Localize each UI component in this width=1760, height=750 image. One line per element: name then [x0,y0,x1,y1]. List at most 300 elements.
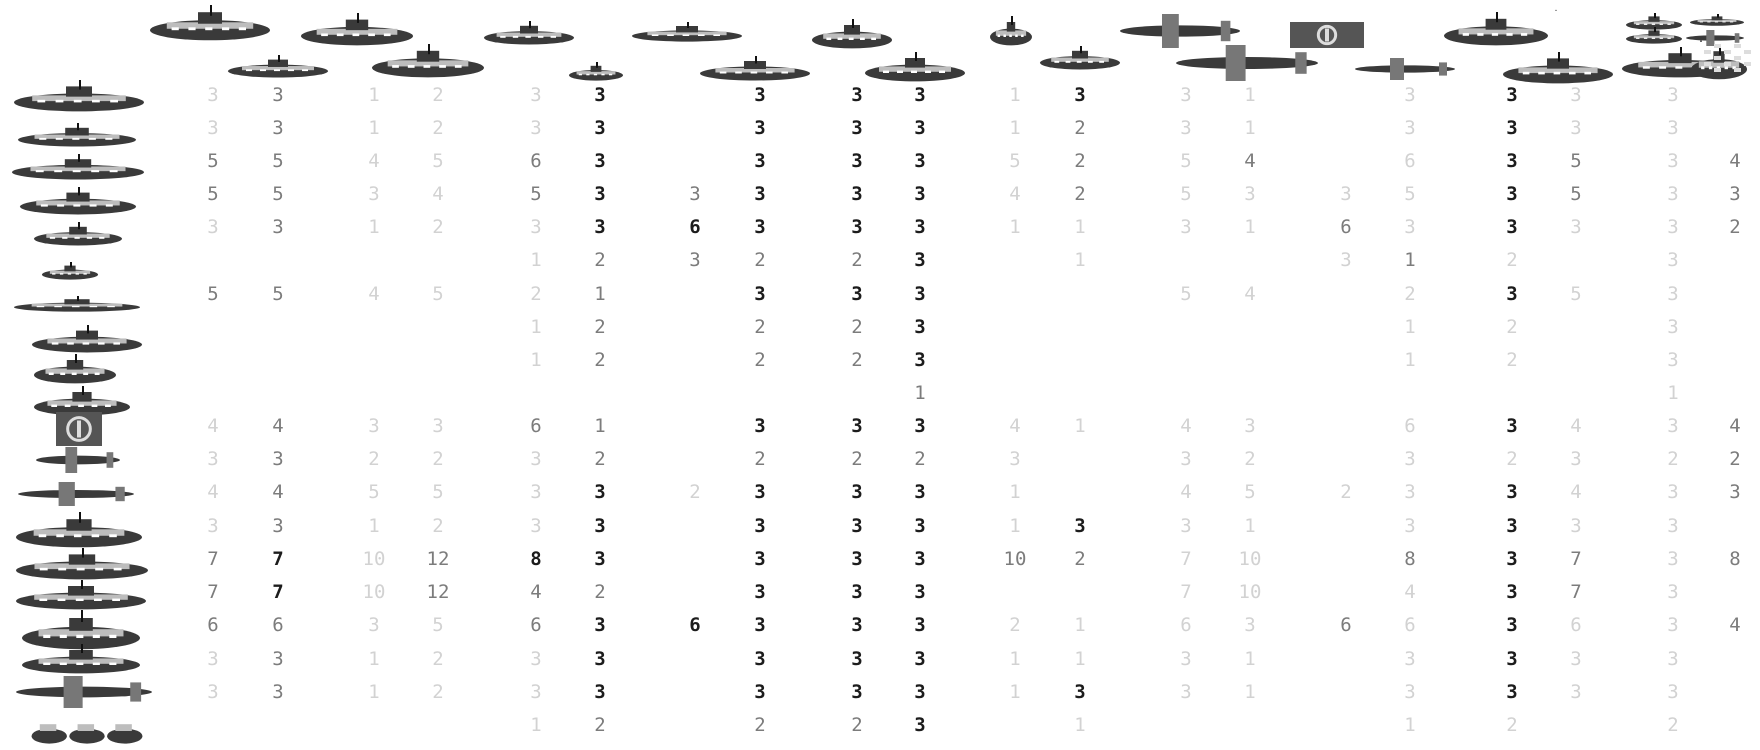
bomber-squadron-icon [1176,45,1318,81]
value-cell: 3 [1404,648,1416,670]
battleship-icon [12,154,144,179]
light-cruiser-icon [228,55,328,78]
value-cell: 10 [362,581,386,603]
value-cell: 6 [1570,614,1582,636]
value-cell: 6 [1180,614,1192,636]
value-cell: 3 [1570,681,1582,703]
value-cell: 3 [594,216,606,238]
transport-icon [32,325,142,352]
value-cell: 2 [851,714,863,736]
value-cell: 3 [1667,681,1679,703]
value-cell: 3 [1667,183,1679,205]
patrol-boat-icon [42,262,98,280]
value-cell: 1 [1244,648,1256,670]
heavy-cruiser-icon [812,19,892,48]
value-cell: 7 [1180,548,1192,570]
value-cell: 3 [594,150,606,172]
value-cell: 2 [1506,316,1518,338]
value-cell: 2 [1404,283,1416,305]
escort-ship-icon [1503,52,1613,83]
value-cell: 3 [594,548,606,570]
value-cell: 1 [1244,84,1256,106]
value-cell: 5 [1180,283,1192,305]
value-cell: 3 [1667,481,1679,503]
escort-group-icon [16,580,146,609]
value-cell: 2 [594,349,606,371]
value-cell: 3 [1506,183,1518,205]
value-cell: 3 [914,548,926,570]
value-cell: 3 [851,283,863,305]
value-cell: 3 [1404,681,1416,703]
seaplane-tender-icon [1686,30,1744,46]
value-cell: 3 [1667,415,1679,437]
seaplane-tender-icon [16,676,152,708]
value-cell: 3 [1667,614,1679,636]
value-cell: 3 [272,117,284,139]
value-cell: 4 [1180,415,1192,437]
value-cell: 1 [1404,714,1416,736]
value-cell: 3 [1667,515,1679,537]
value-cell: 2 [432,648,444,670]
value-cell: 5 [530,183,542,205]
value-cell: 4 [1729,614,1741,636]
supply-ship-icon [22,644,140,673]
value-cell: 3 [1667,249,1679,271]
value-cell: 3 [1180,681,1192,703]
value-cell: 3 [914,216,926,238]
value-cell: 5 [432,614,444,636]
value-cell: 1 [368,216,380,238]
value-cell: 5 [1009,150,1021,172]
value-cell: 3 [1667,581,1679,603]
value-cell: 3 [594,614,606,636]
coastal-defense-ship-icon [1691,44,1747,79]
value-cell: 3 [1180,84,1192,106]
value-cell: 3 [207,681,219,703]
value-cell: 3 [594,515,606,537]
value-cell: 5 [1570,183,1582,205]
value-cell: 1 [530,349,542,371]
value-cell: 1 [1009,681,1021,703]
fighter-squadron-icon [1120,14,1240,48]
value-cell: 3 [594,481,606,503]
value-cell: 3 [1506,415,1518,437]
value-cell: 7 [1180,581,1192,603]
value-cell: 3 [1009,448,1021,470]
value-cell: 1 [1009,481,1021,503]
value-cell: 3 [1667,316,1679,338]
value-cell: 3 [1506,648,1518,670]
value-cell: 3 [1404,117,1416,139]
value-cell: 1 [1244,216,1256,238]
gunboat-icon [569,62,623,81]
value-cell: 3 [530,681,542,703]
value-cell: 3 [1074,515,1086,537]
value-cell: 4 [1180,481,1192,503]
value-cell: 1 [368,648,380,670]
value-cell: 3 [914,84,926,106]
value-cell: 3 [1570,648,1582,670]
value-cell: 3 [272,448,284,470]
value-cell: 6 [1340,216,1352,238]
value-cell: 3 [754,548,766,570]
value-cell: 5 [272,283,284,305]
value-cell: 3 [207,515,219,537]
value-cell: 2 [754,316,766,338]
value-cell: 2 [594,714,606,736]
value-cell: 3 [1244,183,1256,205]
value-cell: 4 [368,283,380,305]
value-cell: 4 [530,581,542,603]
value-cell: 4 [272,415,284,437]
value-cell: 5 [207,150,219,172]
value-cell: 1 [368,515,380,537]
value-cell: 3 [1506,515,1518,537]
landing-ship-icon [865,52,965,81]
value-cell: 3 [1570,448,1582,470]
value-cell: 6 [207,614,219,636]
value-cell: 2 [432,117,444,139]
minelayer-icon [22,610,140,649]
value-cell: 2 [851,448,863,470]
value-cell: 3 [914,515,926,537]
value-cell: 3 [594,648,606,670]
value-cell: 3 [272,84,284,106]
flying-boat-icon [1355,58,1455,80]
value-cell: 5 [432,481,444,503]
submarine-icon [700,56,810,81]
value-cell: 1 [1074,614,1086,636]
value-cell: 1 [594,283,606,305]
value-cell: 3 [851,681,863,703]
value-cell: 3 [1506,481,1518,503]
value-cell: 3 [594,117,606,139]
value-cell: 2 [432,216,444,238]
value-cell: 3 [914,648,926,670]
value-cell: 5 [1404,183,1416,205]
value-cell: 7 [272,548,284,570]
value-cell: 7 [272,581,284,603]
value-cell: 3 [851,481,863,503]
value-cell: 3 [1570,515,1582,537]
value-cell: 3 [754,183,766,205]
value-cell: 3 [530,481,542,503]
value-cell: 10 [1238,581,1262,603]
convoy-group-icon [1555,10,1557,11]
value-cell: 5 [207,183,219,205]
value-cell: 3 [1570,216,1582,238]
value-cell: 5 [207,283,219,305]
value-cell: 3 [914,415,926,437]
value-cell: 3 [851,183,863,205]
value-cell: 8 [1404,548,1416,570]
value-cell: 6 [1404,614,1416,636]
value-cell: 3 [851,614,863,636]
value-cell: 6 [530,614,542,636]
super-battleship-icon [16,548,148,579]
value-cell: 5 [272,150,284,172]
value-cell: 5 [432,150,444,172]
value-cell: 2 [851,316,863,338]
value-cell: 3 [1506,283,1518,305]
value-cell: 1 [1074,714,1086,736]
value-cell: 3 [1506,548,1518,570]
value-cell: 3 [1180,648,1192,670]
value-cell: 3 [851,415,863,437]
value-cell: 3 [1244,614,1256,636]
value-cell: 3 [851,150,863,172]
value-cell: 3 [914,316,926,338]
value-cell: 3 [754,84,766,106]
value-cell: 3 [272,515,284,537]
battlecruiser-icon [632,22,742,42]
value-cell: 1 [1009,648,1021,670]
value-cell: 8 [530,548,542,570]
value-cell: 6 [689,614,701,636]
value-cell: 2 [1506,714,1518,736]
value-cell: 3 [914,614,926,636]
value-cell: 3 [851,648,863,670]
value-cell: 3 [1667,283,1679,305]
value-cell: 3 [851,548,863,570]
value-cell: 3 [272,681,284,703]
armored-cruiser-icon [1444,12,1548,45]
value-cell: 3 [851,84,863,106]
value-cell: 4 [1729,415,1741,437]
value-cell: 4 [1244,283,1256,305]
value-cell: 3 [1180,448,1192,470]
value-cell: 3 [754,415,766,437]
value-cell: 3 [1667,349,1679,371]
value-cell: 3 [754,648,766,670]
value-cell: 2 [754,349,766,371]
value-cell: 3 [754,681,766,703]
value-cell: 2 [432,448,444,470]
value-cell: 3 [1404,448,1416,470]
transport-icon [990,16,1032,45]
value-cell: 3 [914,117,926,139]
value-cell: 5 [432,283,444,305]
value-cell: 6 [530,415,542,437]
value-cell: 2 [432,84,444,106]
value-cell: 1 [530,714,542,736]
value-cell: 1 [914,382,926,404]
value-cell: 2 [689,481,701,503]
value-cell: 5 [1180,150,1192,172]
value-cell: 3 [1074,84,1086,106]
value-cell: 4 [1729,150,1741,172]
value-cell: 3 [207,448,219,470]
value-cell: 3 [530,515,542,537]
value-cell: 3 [272,216,284,238]
aircraft-carrier-icon [14,80,144,111]
minelayer-icon [1040,46,1120,70]
value-cell: 3 [368,183,380,205]
value-cell: 1 [1009,216,1021,238]
value-cell: 1 [1074,415,1086,437]
value-cell: 3 [914,349,926,371]
monitor-icon [1690,14,1744,26]
value-cell: 3 [754,117,766,139]
value-cell: 2 [594,448,606,470]
value-cell: 3 [432,415,444,437]
value-cell: 2 [368,448,380,470]
value-cell: 3 [368,614,380,636]
value-cell: 3 [207,648,219,670]
value-cell: 3 [1244,415,1256,437]
value-cell: 2 [851,249,863,271]
value-cell: 2 [432,681,444,703]
value-cell: 3 [1506,681,1518,703]
value-cell: 3 [1667,150,1679,172]
value-cell: 5 [368,481,380,503]
value-cell: 2 [1506,249,1518,271]
value-cell: 4 [1009,183,1021,205]
value-cell: 5 [1570,283,1582,305]
value-cell: 3 [1729,183,1741,205]
submarine-icon [14,296,140,312]
landing-ship-icon [34,386,130,415]
cruiser-icon [34,222,122,246]
value-cell: 3 [914,714,926,736]
value-cell: 2 [1009,614,1021,636]
value-cell: 3 [530,84,542,106]
value-cell: 3 [1506,117,1518,139]
value-cell: 1 [1244,515,1256,537]
value-cell: 3 [851,117,863,139]
value-cell: 3 [1506,581,1518,603]
value-cell: 3 [1340,183,1352,205]
value-cell: 3 [1180,216,1192,238]
value-cell: 1 [368,84,380,106]
value-cell: 7 [1570,548,1582,570]
value-cell: 3 [530,648,542,670]
value-cell: 4 [1570,481,1582,503]
value-cell: 8 [1729,548,1741,570]
aircraft-carrier-icon [150,5,270,40]
value-cell: 3 [1074,681,1086,703]
value-cell: 4 [1009,415,1021,437]
value-cell: 6 [1340,614,1352,636]
value-cell: 12 [426,581,450,603]
value-cell: 7 [207,548,219,570]
convoy-group-icon [32,724,143,743]
value-cell: 1 [594,415,606,437]
value-cell: 3 [914,681,926,703]
value-cell: 10 [362,548,386,570]
value-cell: 4 [207,481,219,503]
value-cell: 3 [1340,249,1352,271]
value-cell: 2 [754,714,766,736]
value-cell: 4 [1404,581,1416,603]
value-cell: 4 [368,150,380,172]
value-cell: 3 [1667,84,1679,106]
value-cell: 1 [1404,249,1416,271]
value-cell: 1 [1244,681,1256,703]
headquarters-badge-icon [1290,22,1364,48]
escort-carrier-icon [301,13,413,45]
value-cell: 2 [1074,150,1086,172]
headquarters-badge-icon [56,412,102,446]
value-cell: 3 [1506,614,1518,636]
value-cell: 2 [1074,183,1086,205]
value-cell: 3 [530,117,542,139]
value-cell: 2 [754,249,766,271]
value-cell: 1 [1009,84,1021,106]
value-cell: 2 [1667,448,1679,470]
value-cell: 3 [754,614,766,636]
value-cell: 3 [1506,150,1518,172]
value-cell: 3 [754,150,766,172]
value-cell: 3 [1404,481,1416,503]
value-cell: 3 [914,183,926,205]
value-cell: 2 [1729,448,1741,470]
value-cell: 3 [1506,84,1518,106]
value-cell: 4 [272,481,284,503]
value-cell: 2 [594,316,606,338]
value-cell: 3 [689,249,701,271]
value-cell: 1 [530,249,542,271]
value-cell: 6 [530,150,542,172]
value-cell: 1 [1244,117,1256,139]
value-cell: 1 [530,316,542,338]
value-cell: 1 [368,117,380,139]
value-cell: 3 [1667,117,1679,139]
value-cell: 3 [914,150,926,172]
value-cell: 4 [1244,150,1256,172]
value-cell: 2 [594,249,606,271]
value-cell: 3 [851,581,863,603]
value-cell: 1 [1404,349,1416,371]
value-cell: 3 [594,84,606,106]
value-cell: 12 [426,548,450,570]
value-cell: 3 [851,216,863,238]
fighter-plane-icon [36,447,120,473]
value-cell: 2 [432,515,444,537]
destroyer-icon [34,354,116,383]
value-cell: 3 [594,183,606,205]
value-cell: 2 [1506,448,1518,470]
value-cell: 3 [914,481,926,503]
value-cell: 2 [851,349,863,371]
value-cell: 3 [207,216,219,238]
value-cell: 7 [207,581,219,603]
value-cell: 3 [272,648,284,670]
value-cell: 3 [1404,84,1416,106]
value-cell: 3 [1667,648,1679,670]
value-cell: 1 [1074,648,1086,670]
value-cell: 1 [1667,382,1679,404]
battleship-icon [484,21,574,45]
bomber-plane-icon [18,482,134,506]
value-cell: 3 [1404,216,1416,238]
value-cell: 6 [272,614,284,636]
value-cell: 1 [1404,316,1416,338]
value-cell: 3 [754,481,766,503]
value-cell: 3 [1570,84,1582,106]
value-cell: 3 [689,183,701,205]
value-cell: 3 [754,216,766,238]
value-cell: 3 [207,117,219,139]
value-cell: 2 [1340,481,1352,503]
value-cell: 2 [530,283,542,305]
value-cell: 3 [530,216,542,238]
value-cell: 2 [594,581,606,603]
value-cell: 3 [530,448,542,470]
value-cell: 2 [1506,349,1518,371]
value-cell: 1 [1074,249,1086,271]
value-cell: 3 [368,415,380,437]
